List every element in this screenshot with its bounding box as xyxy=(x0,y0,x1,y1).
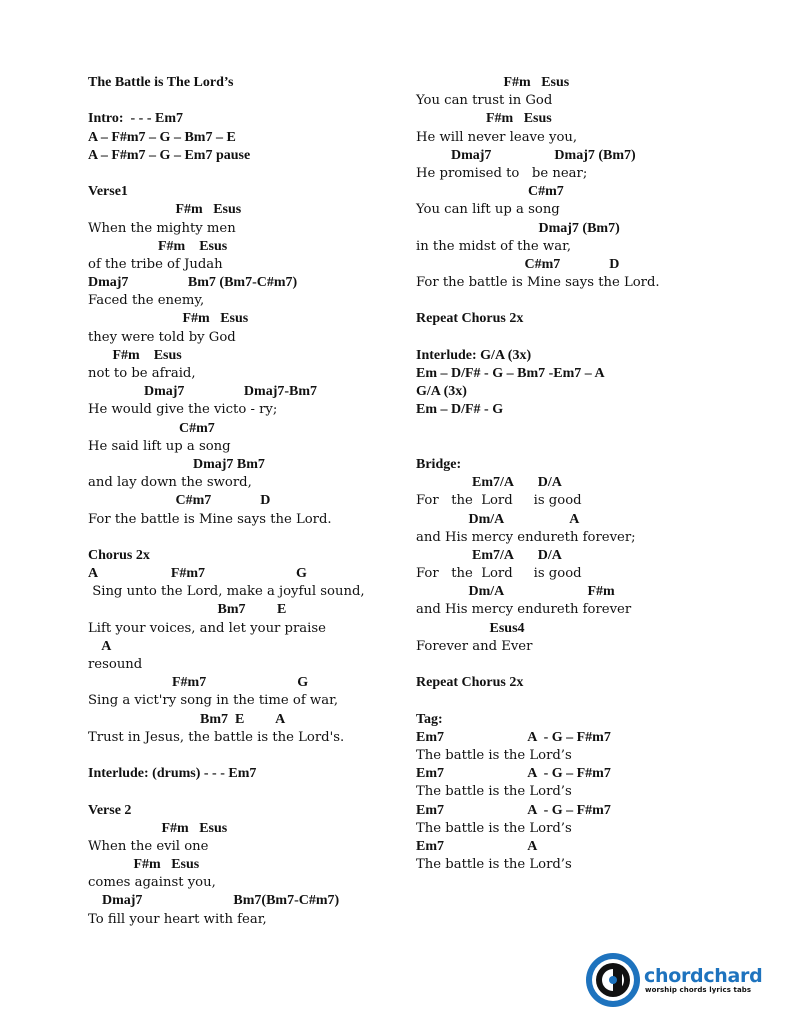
lyric-line: He will never leave you, xyxy=(416,129,578,145)
chord-line: Em7 A - G – F#m7 xyxy=(416,766,611,782)
section-heading: Intro: - - - Em7 xyxy=(88,111,184,127)
lyric-line: and lay down the sword, xyxy=(88,475,252,491)
lyric-line: The battle is the Lord’s xyxy=(416,747,572,763)
spacer xyxy=(88,165,418,183)
section-heading: Interlude: (drums) - - - Em7 xyxy=(88,766,257,782)
lyric-line: For the Lord is good xyxy=(416,493,582,509)
chord-line: F#m Esus xyxy=(88,238,228,254)
chord-line: C#m7 xyxy=(88,420,215,436)
lyric-line: and His mercy endureth forever xyxy=(416,602,632,618)
left-column xyxy=(88,74,418,929)
chord-line: Bm7 E A xyxy=(88,711,286,727)
section-heading: The Battle is The Lord’s xyxy=(88,75,234,90)
chord-line: Bm7 E xyxy=(88,602,287,618)
chord-line: G/A (3x) xyxy=(416,384,467,400)
lyric-line: they were told by God xyxy=(88,329,236,345)
spacer xyxy=(416,292,746,310)
chord-line: Em7/A D/A xyxy=(416,547,562,563)
lyric-line: not to be afraid, xyxy=(88,366,196,381)
chord-line: Em – D/F# - G xyxy=(416,402,504,418)
chord-line: F#m7 G xyxy=(88,675,309,691)
chord-line: Dmaj7 Dmaj7 (Bm7) xyxy=(416,147,636,163)
chord-line: Dmaj7 Dmaj7-Bm7 xyxy=(88,384,318,400)
chord-line: Em7/A D/A xyxy=(416,475,562,491)
lyric-line: When the evil one xyxy=(88,838,209,854)
lyric-line: You can trust in God xyxy=(416,93,553,109)
spacer xyxy=(416,329,746,347)
section-heading: Interlude: G/A (3x) xyxy=(416,347,532,363)
chord-line: A – F#m7 – G – Em7 pause xyxy=(88,147,251,163)
lyric-line: The battle is the Lord’s xyxy=(416,857,572,873)
lyric-line: Lift your voices, and let your praise xyxy=(88,620,326,636)
chord-line: Dmaj7 Bm7(Bm7-C#m7) xyxy=(88,893,340,909)
chord-line: C#m7 D xyxy=(88,493,271,509)
chord-line: Em7 A - G – F#m7 xyxy=(416,729,611,745)
spacer xyxy=(416,692,746,710)
chord-line: F#m Esus xyxy=(88,857,200,873)
logo-wordmark: chordchard xyxy=(644,965,763,987)
spacer xyxy=(416,420,746,438)
lyric-line: He would give the victo - ry; xyxy=(88,402,278,418)
section-heading: Bridge: xyxy=(416,456,462,472)
chord-line: A F#m7 G xyxy=(88,566,307,582)
lyric-line: and His mercy endureth forever; xyxy=(416,529,636,545)
chord-line: C#m7 D xyxy=(416,256,620,272)
lyric-line: The battle is the Lord’s xyxy=(416,784,572,800)
lyric-line: For the battle is Mine says the Lord. xyxy=(416,275,660,291)
chord-line: Esus4 xyxy=(416,620,525,636)
chord-line: A xyxy=(88,638,112,654)
section-heading: Tag: xyxy=(416,711,443,727)
chord-line: C#m7 xyxy=(416,184,564,200)
lyric-line: Faced the enemy, xyxy=(88,293,205,309)
chord-line: F#m Esus xyxy=(88,311,249,327)
section-heading: Repeat Chorus 2x xyxy=(416,311,524,327)
chord-line: Dm/A F#m xyxy=(416,584,615,600)
chord-line: Dmaj7 Bm7 (Bm7-C#m7) xyxy=(88,275,298,291)
chordchard-logo xyxy=(584,951,769,1013)
lyric-line: To fill your heart with fear, xyxy=(88,911,267,927)
lyric-line: The battle is the Lord’s xyxy=(416,820,572,836)
chord-line: F#m Esus xyxy=(88,202,242,218)
spacer xyxy=(88,783,418,801)
lyric-line: For the battle is Mine says the Lord. xyxy=(88,511,332,527)
lyric-line: in the midst of the war, xyxy=(416,238,572,254)
spacer xyxy=(88,92,418,110)
lyric-line: Trust in Jesus, the battle is the Lord's. xyxy=(88,729,345,745)
right-column xyxy=(416,74,746,874)
section-heading: Verse 2 xyxy=(88,802,132,818)
section-heading: Chorus 2x xyxy=(88,547,150,563)
chordchard-logo-icon xyxy=(584,951,642,1009)
section-heading: Repeat Chorus 2x xyxy=(416,675,524,691)
spacer xyxy=(416,656,746,674)
chord-line: Dm/A A xyxy=(416,511,580,527)
logo-tagline: worship chords lyrics tabs xyxy=(645,986,752,994)
lyric-line: He said lift up a song xyxy=(88,438,231,454)
lyric-line: comes against you, xyxy=(88,875,216,891)
spacer xyxy=(88,529,418,547)
section-heading: Verse1 xyxy=(88,184,128,200)
chord-line: Dmaj7 (Bm7) xyxy=(416,220,620,236)
lyric-line: Forever and Ever xyxy=(416,638,533,654)
spacer xyxy=(88,747,418,765)
lyric-line: He promised to be near; xyxy=(416,165,588,181)
chord-line: F#m Esus xyxy=(88,820,228,836)
chord-line: F#m Esus xyxy=(416,111,552,127)
lyric-line: You can lift up a song xyxy=(416,202,560,218)
chord-line: Em7 A xyxy=(416,838,538,854)
lyric-line: When the mighty men xyxy=(88,220,236,236)
chord-line: F#m Esus xyxy=(88,347,182,363)
chord-line: F#m Esus xyxy=(416,75,570,90)
lyric-line: resound xyxy=(88,657,143,672)
chord-line: A – F#m7 – G – Bm7 – E xyxy=(88,129,236,145)
spacer xyxy=(416,438,746,456)
chord-line: Em – D/F# - G – Bm7 -Em7 – A xyxy=(416,366,605,381)
chord-line: Em7 A - G – F#m7 xyxy=(416,802,611,818)
chord-line: Dmaj7 Bm7 xyxy=(88,456,265,472)
lyric-line: of the tribe of Judah xyxy=(88,256,223,272)
lyric-line: For the Lord is good xyxy=(416,566,582,582)
lyric-line: Sing unto the Lord, make a joyful sound, xyxy=(88,584,365,600)
lyric-line: Sing a vict'ry song in the time of war, xyxy=(88,693,339,709)
